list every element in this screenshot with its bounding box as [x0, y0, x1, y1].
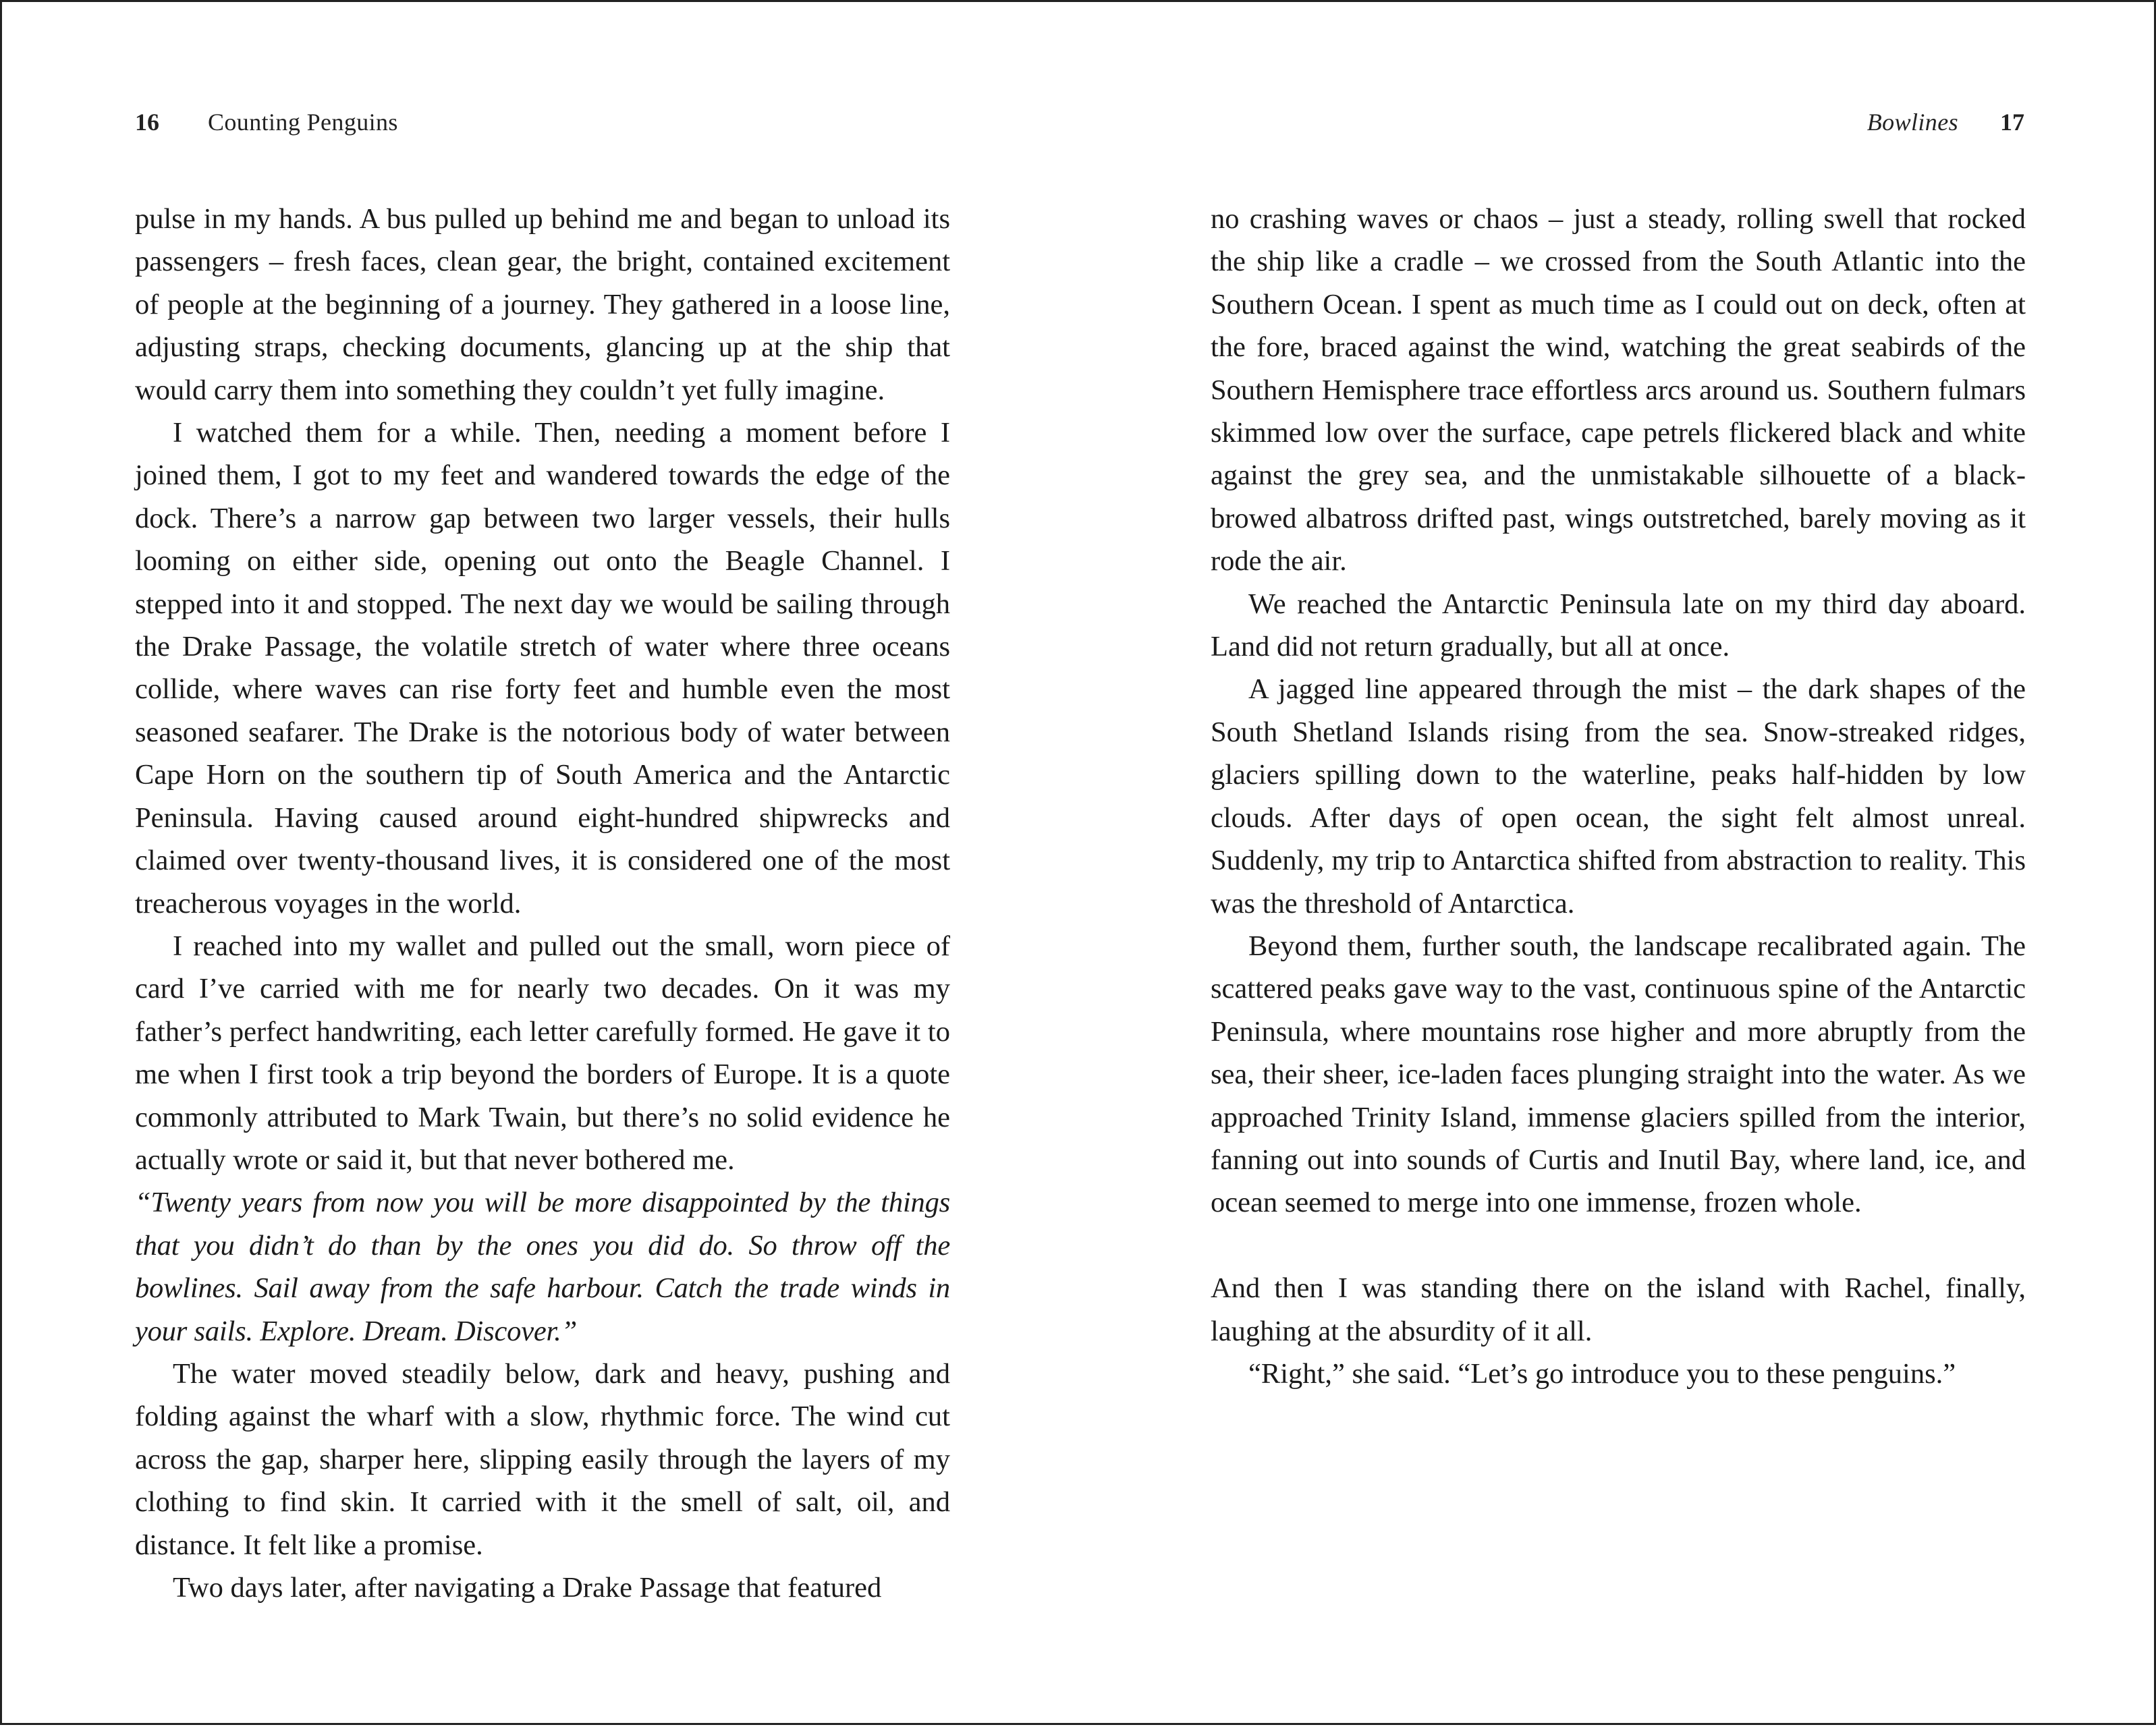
page-number: 17: [2000, 109, 2024, 136]
right-body-text: [1211, 198, 2026, 1395]
left-page: [2, 2, 1080, 1727]
dialogue-paragraph: “Right,” she said. “Let’s go introduce you to these penguins.”: [1248, 1357, 1956, 1390]
right-running-head: [1867, 105, 2024, 140]
page-number: 16: [135, 109, 159, 136]
left-body-text: [135, 198, 950, 1609]
paragraph: And then I was standing there on the island with Rachel, finally, laughing at the absurdity of it all.: [1211, 1272, 2026, 1347]
paragraph: Two days later, after navigating a Drake Passage that featured: [173, 1572, 882, 1604]
book-title: Counting Penguins: [208, 109, 398, 136]
right-page: [1080, 2, 2156, 1727]
paragraph: Beyond them, further south, the landscape recalibrated again. The scattered peaks gave way to the vast, continuous spine of the Antarctic Peninsula, where mountains rose higher and more abruptly from the sea, their sheer, ice-laden faces plunging straight into the water. As we approached Trinity Island, immense glaciers spilled from the interior, fanning out into sounds of Curtis and Inutil Bay, where land, ice, and ocean seemed to merge into one immense, frozen whole.: [1211, 930, 2026, 1219]
quotation: “Twenty years from now you will be more disappointed by the things that you didn’t do than by the ones you did do. So throw off the bowlines. Sail away from the safe harbour. Catch the trade winds in your sails. Explore. Dream. Discover.”: [135, 1187, 950, 1347]
paragraph: no crashing waves or chaos – just a steady, rolling swell that rocked the ship like a cradle – we crossed from the South Atlantic into the Southern Ocean. I spent as much time as I could out on deck, often at the fore, braced against the wind, watching the great seabirds of the Southern Hemisphere trace effortless arcs around us. Southern fulmars skimmed low over the surface, cape petrels flickered black and white against the grey sea, and the unmistakable silhouette of a black-browed albatross drifted past, wings outstretched, barely moving as it rode the air.: [1211, 203, 2026, 577]
paragraph: A jagged line appeared through the mist – the dark shapes of the South Shetland Islands rising from the sea. Snow-streaked ridges, glaciers spilling down to the waterline, peaks half-hidden by low clouds. After days of open ocean, the sight felt almost unreal. Suddenly, my trip to Antarctica shifted from abstraction to reality. This was the threshold of Antarctica.: [1211, 673, 2026, 919]
paragraph: pulse in my hands. A bus pulled up behind me and began to unload its passengers – fresh faces, clean gear, the bright, contained excitement of people at the beginning of a journey. They gathered in a loose line, adjusting straps, checking documents, glancing up at the ship that would carry them into something they couldn’t yet fully imagine.: [135, 203, 950, 406]
paragraph: I reached into my wallet and pulled out the small, worn piece of card I’ve carried with me for nearly two decades. On it was my father’s perfect handwriting, each letter carefully formed. He gave it to me when I first took a trip beyond the borders of Europe. It is a quote commonly attributed to Mark Twain, but there’s no solid evidence he actually wrote or said it, but that never bothered me.: [135, 930, 950, 1176]
paragraph: The water moved steadily below, dark and heavy, pushing and folding against the wharf with a slow, rhythmic force. The wind cut across the gap, sharper here, slipping easily through the layers of my clothing to find skin. It carried with it the smell of salt, oil, and distance. It felt like a promise.: [135, 1357, 950, 1561]
left-running-head: [135, 105, 398, 140]
paragraph: We reached the Antarctic Peninsula late on my third day aboard. Land did not return gradually, but all at once.: [1211, 588, 2026, 663]
paragraph: I watched them for a while. Then, needing a moment before I joined them, I got to my feet and wandered towards the edge of the dock. There’s a narrow gap between two larger vessels, their hulls looming on either side, opening out onto the Beagle Channel. I stepped into it and stopped. The next day we would be sailing through the Drake Passage, the volatile stretch of water where three oceans collide, where waves can rise forty feet and humble even the most seasoned seafarer. The Drake is the notorious body of water between Cape Horn on the southern tip of South America and the Antarctic Peninsula. Having caused around eight-hundred shipwrecks and claimed over twenty-thousand lives, it is considered one of the most treacherous voyages in the world.: [135, 417, 950, 919]
chapter-title: Bowlines: [1867, 109, 1958, 136]
